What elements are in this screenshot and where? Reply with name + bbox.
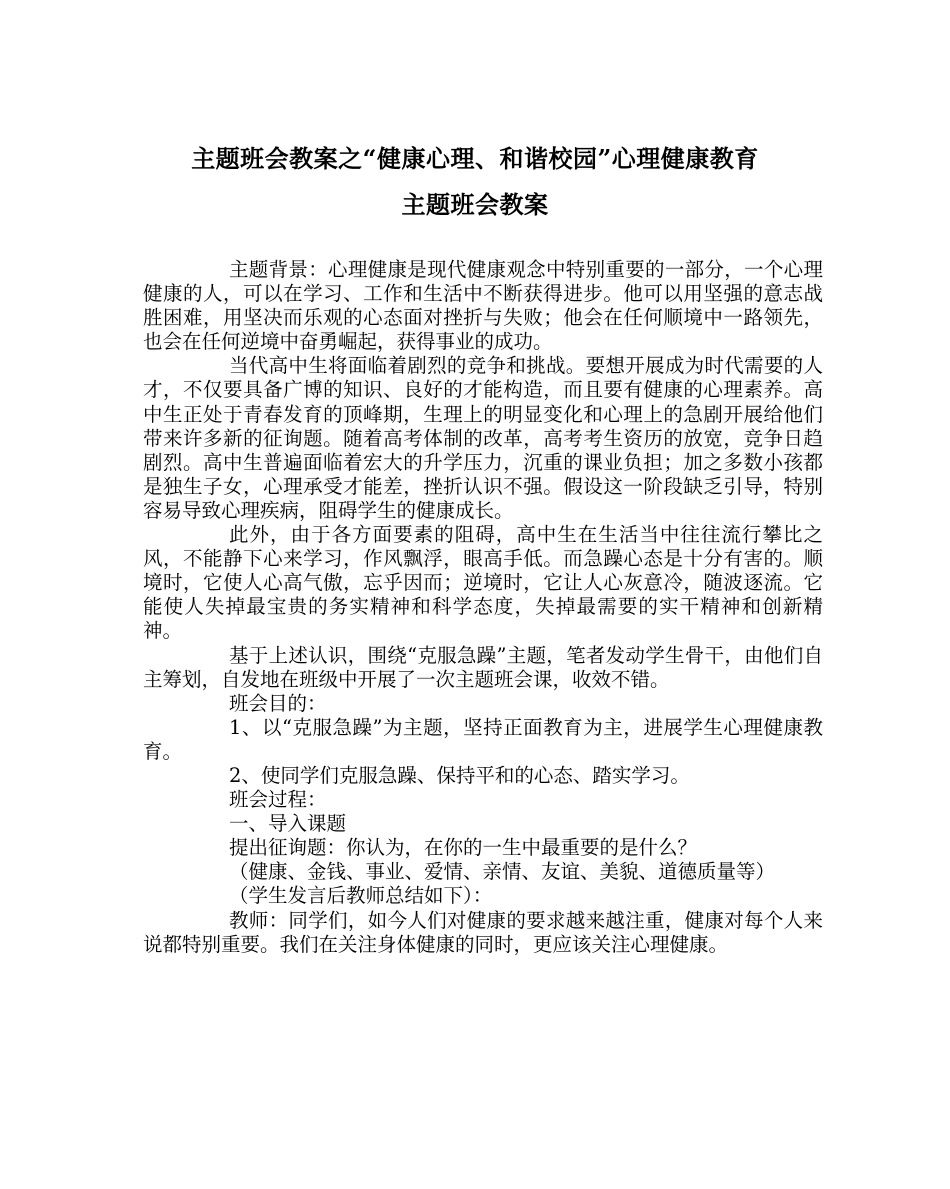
paragraph-initiative: 基于上述认识，围绕“克服急躁”主题，笔者发动学生骨干，由他们自主筹划，自发地在班级中开展了一次主题班会课，收效不错。 <box>143 643 823 691</box>
document-body <box>143 258 823 957</box>
document-title-line-1: 主题班会教案之“健康心理、和谐校园”心理健康教育 <box>191 144 759 173</box>
paragraph-teacher-summary-note: （学生发言后教师总结如下）： <box>229 884 493 908</box>
document-title-line-2: 主题班会教案 <box>401 190 549 219</box>
paragraph-question: 提出征询题：你认为，在你的一生中最重要的是什么？ <box>229 836 698 860</box>
section-heading-goals: 班会目的： <box>229 691 327 715</box>
paragraph-answer-options: （健康、金钱、事业、爱情、亲情、友谊、美貌、道德质量等） <box>229 860 776 884</box>
section-heading-process: 班会过程： <box>229 788 327 812</box>
goal-item-1: 1、以“克服急躁”为主题，坚持正面教育为主，进展学生心理健康教育。 <box>143 715 823 763</box>
paragraph-challenges: 当代高中生将面临着剧烈的竞争和挑战。要想开展成为时代需要的人才，不仅要具备广博的知识、良好的才能构造，而且要有健康的心理素养。高中生正处于青春发育的顶峰期，生理上的明显变化和心理上的急剧开展给他们带来许多新的征询题。随着高考体制的改革，高考考生资历的放宽，竞争日趋剧烈。高中生普遍面临着宏大的升学压力，沉重的课业负担；加之多数小孩都是独生子女，心理承受才能差，挫折认识不强。假设这一阶段缺乏引导，特别容易导致心理疾病，阻碍学生的健康成长。 <box>143 354 823 522</box>
paragraph-teacher-remarks: 教师：同学们，如今人们对健康的要求越来越注重，健康对每个人来说都特别重要。我们在关注身体健康的同时，更应该关注心理健康。 <box>143 908 823 956</box>
goal-item-2: 2、使同学们克服急躁、保持平和的心态、踏实学习。 <box>229 763 690 787</box>
process-step-heading: 一、导入课题 <box>229 812 347 836</box>
paragraph-background: 主题背景：心理健康是现代健康观念中特别重要的一部分，一个心理健康的人，可以在学习、工作和生活中不断获得进步。他可以用坚强的意志战胜困难，用坚决而乐观的心态面对挫折与失败；他会在任何顺境中一路领先，也会在任何逆境中奋勇崛起，获得事业的成功。 <box>143 258 823 354</box>
paragraph-impatience: 此外，由于各方面要素的阻碍，高中生在生活当中往往流行攀比之风，不能静下心来学习，作风飘浮，眼高手低。而急躁心态是十分有害的。顺境时，它使人心高气傲，忘乎因而；逆境时，它让人心灰意冷，随波逐流。它能使人失掉最宝贵的务实精神和科学态度，失掉最需要的实干精神和创新精神。 <box>143 523 823 643</box>
